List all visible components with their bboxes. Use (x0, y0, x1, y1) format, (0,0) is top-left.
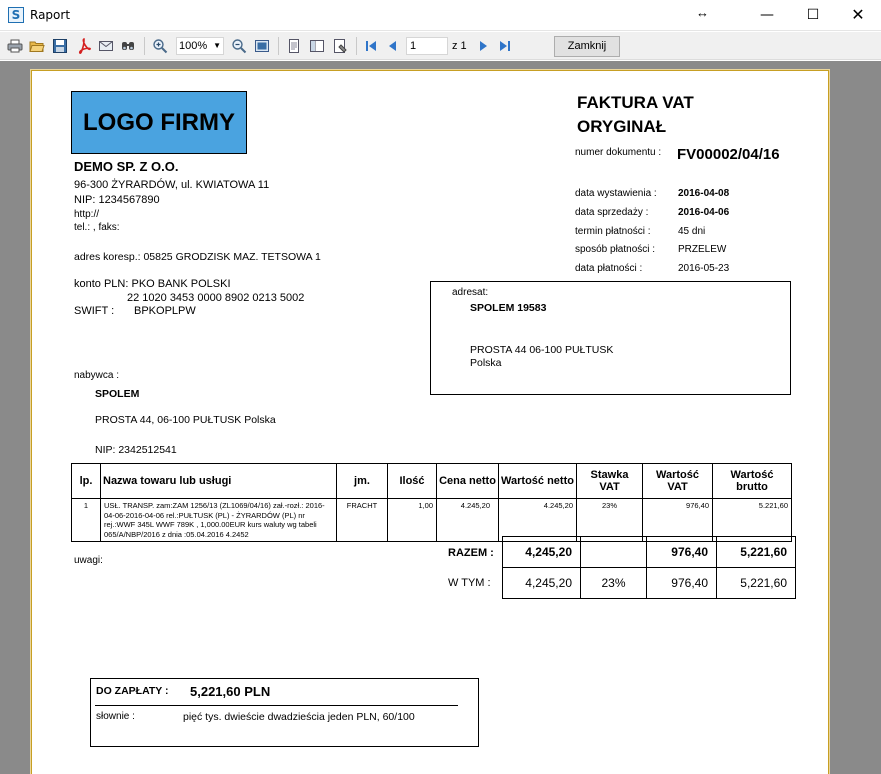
save-icon[interactable] (52, 38, 68, 54)
buyer-address: PROSTA 44, 06-100 PUŁTUSK Polska (95, 414, 276, 426)
seller-corr-address: adres koresp.: 05825 GRODZISK MAZ. TETSOWA 1 (74, 251, 321, 263)
toolbar-separator (278, 37, 279, 55)
maximize-button[interactable]: ☐ (806, 7, 820, 23)
items-table (71, 463, 792, 542)
total-vat: 976,40 (647, 537, 717, 568)
col-header-net: Wartość netto (499, 464, 577, 499)
cell-qty: 1,00 (388, 499, 437, 542)
swift-value: BPKOPLPW (134, 305, 196, 317)
col-header-qty: Ilość (388, 464, 437, 499)
single-page-icon[interactable] (286, 38, 302, 54)
previous-page-icon[interactable] (385, 38, 401, 54)
zoom-select[interactable] (176, 37, 224, 55)
cell-vat: 976,40 (643, 499, 713, 542)
zoom-out-icon[interactable] (231, 38, 247, 54)
payment-method-value: PRZELEW (678, 244, 727, 255)
incl-rate: 23% (581, 568, 647, 599)
payment-method-label: sposób płatności : (575, 244, 656, 255)
date-issue-label: data wystawienia : (575, 188, 657, 199)
payment-label: DO ZAPŁATY : (96, 685, 169, 697)
buyer-name: SPOLEM (95, 388, 140, 400)
date-sale-value: 2016-04-06 (678, 207, 730, 218)
total-net: 4,245,20 (503, 537, 581, 568)
page-total-label: z 1 (452, 40, 467, 52)
incl-gross: 5,221,60 (717, 568, 796, 599)
zoom-value: 100% (179, 40, 208, 52)
payment-divider (95, 705, 458, 706)
invoice-copy-type: ORYGINAŁ (577, 117, 667, 136)
close-report-button[interactable]: Zamknij (554, 36, 620, 57)
app-icon: S (8, 7, 24, 23)
notes-label: uwagi: (74, 555, 103, 566)
payment-term-label: termin płatności : (575, 226, 651, 237)
vertical-scrollbar[interactable] (873, 61, 881, 774)
invoice-page (31, 70, 829, 774)
col-header-unit: jm. (337, 464, 388, 499)
bank-account-label: konto PLN: PKO BANK POLSKI (74, 278, 231, 290)
total-label: RAZEM : (448, 547, 494, 559)
cell-vat-rate: 23% (577, 499, 643, 542)
seller-address: 96-300 ŻYRARDÓW, ul. KWIATOWA 11 (74, 179, 270, 191)
swift-label: SWIFT : (74, 305, 115, 317)
cell-unit: FRACHT (337, 499, 388, 542)
company-logo: LOGO FIRMY (71, 91, 247, 154)
amount-words-label: słownie : (96, 711, 135, 722)
incl-row (503, 568, 796, 599)
minimize-button[interactable]: — (760, 7, 774, 23)
amount-words: pięć tys. dwieście dwadzieścia jeden PLN, 60/100 (183, 711, 415, 723)
seller-website: http:// (74, 209, 100, 220)
report-toolbar (0, 32, 881, 60)
doc-number-label: numer dokumentu : (575, 147, 662, 158)
totals-table (502, 536, 796, 599)
cell-gross: 5.221,60 (713, 499, 792, 542)
open-folder-icon[interactable] (29, 38, 45, 54)
incl-vat: 976,40 (647, 568, 717, 599)
payment-amount: 5,221,60 PLN (190, 684, 271, 699)
page-number-input[interactable]: 1 (406, 37, 448, 55)
seller-nip: NIP: 1234567890 (74, 194, 160, 206)
col-header-vat-rate: Stawka VAT (577, 464, 643, 499)
chevron-down-icon: ▼ (213, 41, 221, 50)
incl-net: 4,245,20 (503, 568, 581, 599)
buyer-label: nabywca : (74, 370, 120, 381)
email-icon[interactable] (98, 38, 114, 54)
bank-account-number: 22 1020 3453 0000 8902 0213 5002 (127, 292, 305, 304)
report-viewer[interactable] (0, 61, 881, 774)
payment-date-label: data płatności : (575, 263, 643, 274)
cell-price: 4.245,20 (437, 499, 499, 542)
table-header-row (72, 464, 792, 499)
date-issue-value: 2016-04-08 (678, 188, 730, 199)
toolbar-separator (144, 37, 145, 55)
resize-cursor-icon: ↔ (696, 5, 709, 20)
page-setup-icon[interactable] (332, 38, 348, 54)
next-page-icon[interactable] (475, 38, 491, 54)
cell-name: USŁ. TRANSP. zam:ZAM 1256/13 (ZL1069/04/16) zał.-rozł.: 2016-04-06-2016-04-06 rel.:PUŁTUSK (PL) - ŻYRARDÓW (PL) nr rej.:WWF 345L WWF 789K , 1,000.00EUR kurs waluty wg tabeli 065/A/NBP/2016 z dnia :05.04.2016 4.2452 (101, 499, 337, 542)
page-width-icon[interactable] (254, 38, 270, 54)
incl-label: W TYM : (448, 577, 491, 589)
last-page-icon[interactable] (497, 38, 513, 54)
total-gross: 5,221,60 (717, 537, 796, 568)
two-pages-icon[interactable] (309, 38, 325, 54)
addressee-box (430, 281, 791, 395)
total-rate-empty (581, 537, 647, 568)
find-icon[interactable] (120, 38, 136, 54)
cell-lp: 1 (72, 499, 101, 542)
addressee-name: SPOLEM 19583 (470, 302, 547, 314)
first-page-icon[interactable] (363, 38, 379, 54)
addressee-street: PROSTA 44 06-100 PUŁTUSK (470, 344, 614, 356)
seller-name: DEMO SP. Z O.O. (74, 159, 179, 174)
close-window-button[interactable]: ✕ (851, 5, 865, 24)
addressee-label: adresat: (452, 287, 489, 298)
invoice-title: FAKTURA VAT (577, 93, 694, 112)
col-header-price: Cena netto (437, 464, 499, 499)
cell-net: 4.245,20 (499, 499, 577, 542)
totals-row (503, 537, 796, 568)
col-header-name: Nazwa towaru lub usługi (101, 464, 337, 499)
col-header-gross: Wartość brutto (713, 464, 792, 499)
doc-number: FV00002/04/16 (677, 146, 780, 163)
seller-phone: tel.: , faks: (74, 222, 120, 233)
toolbar-separator (356, 37, 357, 55)
buyer-nip: NIP: 2342512541 (95, 444, 177, 456)
col-header-vat: Wartość VAT (643, 464, 713, 499)
addressee-country: Polska (470, 357, 502, 369)
export-pdf-icon[interactable] (76, 38, 92, 54)
print-icon[interactable] (7, 38, 23, 54)
zoom-in-icon[interactable] (152, 38, 168, 54)
title-bar (0, 0, 881, 31)
date-sale-label: data sprzedaży : (575, 207, 649, 218)
payment-date-value: 2016-05-23 (678, 263, 730, 274)
col-header-lp: lp. (72, 464, 101, 499)
window-title: Raport (30, 8, 71, 22)
payment-term-value: 45 dni (678, 226, 706, 237)
